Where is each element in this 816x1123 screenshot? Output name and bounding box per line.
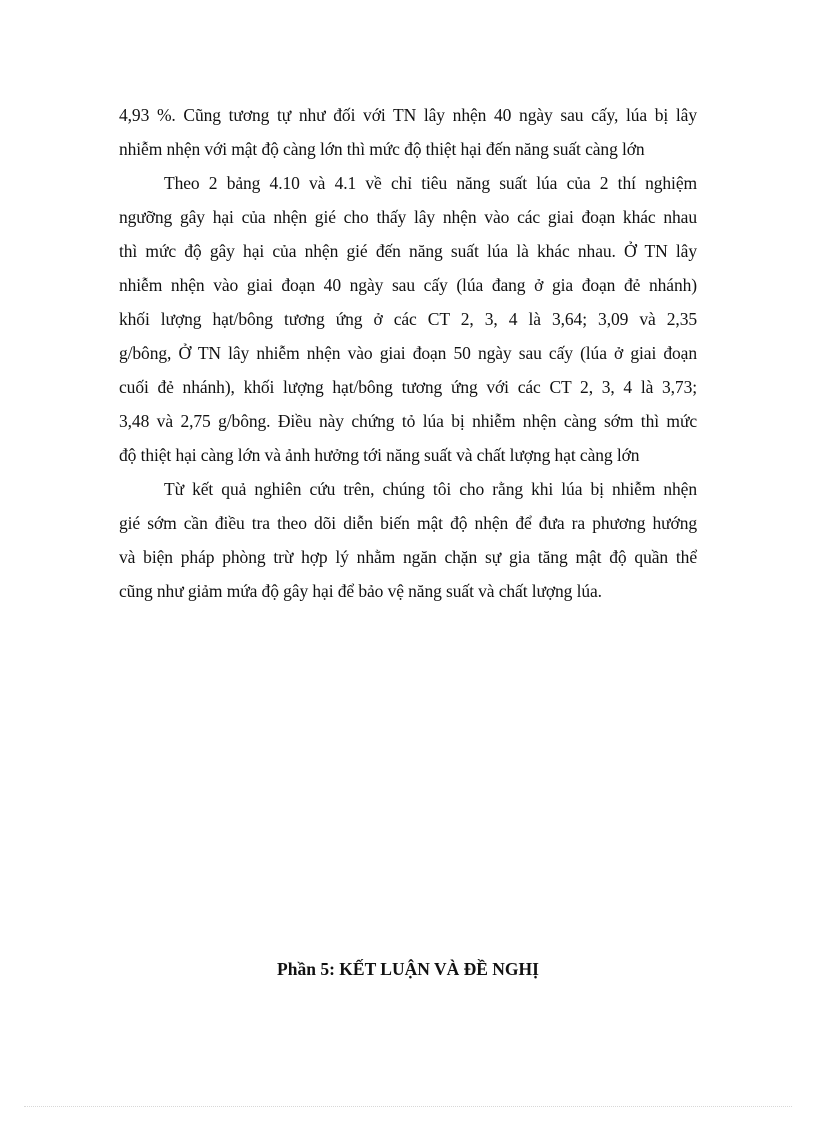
page-bottom-divider (24, 1106, 792, 1107)
paragraph-3-line-2: gié sớm cần điều tra theo dõi diễn biến mật độ nhện để đưa ra phương hướng (119, 513, 697, 533)
paragraph-2-line-7: cuối đẻ nhánh), khối lượng hạt/bông tương ứng với các CT 2, 3, 4 là 3,73; (119, 377, 697, 397)
paragraph-2-line-2: ngưỡng gây hại của nhện gié cho thấy lây nhện vào các giai đoạn khác nhau (119, 207, 697, 227)
section-heading: Phần 5: KẾT LUẬN VÀ ĐỀ NGHỊ (277, 959, 539, 979)
paragraph-2-line-9: độ thiệt hại càng lớn và ảnh hưởng tới năng suất và chất lượng hạt càng lớn (119, 445, 640, 465)
paragraph-1-line-1: 4,93 %. Cũng tương tự như đối với TN lây nhện 40 ngày sau cấy, lúa bị lây (119, 105, 697, 125)
paragraph-2-line-1: Theo 2 bảng 4.10 và 4.1 về chỉ tiêu năng suất lúa của 2 thí nghiệm (164, 173, 697, 193)
paragraph-2-line-4: nhiễm nhện vào giai đoạn 40 ngày sau cấy (lúa đang ở gia đoạn đẻ nhánh) (119, 275, 697, 295)
paragraph-3-line-3: và biện pháp phòng trừ hợp lý nhằm ngăn chặn sự gia tăng mật độ quần thể (119, 547, 697, 567)
paragraph-3-line-1: Từ kết quả nghiên cứu trên, chúng tôi cho rằng khi lúa bị nhiễm nhện (164, 479, 697, 499)
paragraph-1-line-2: nhiễm nhện với mật độ càng lớn thì mức độ thiệt hại đến năng suất càng lớn (119, 139, 645, 159)
paragraph-3-line-4: cũng như giảm mứa độ gây hại để bảo vệ năng suất và chất lượng lúa. (119, 581, 602, 601)
paragraph-2-line-8: 3,48 và 2,75 g/bông. Điều này chứng tỏ lúa bị nhiễm nhện càng sớm thì mức (119, 411, 697, 431)
paragraph-2-line-5: khối lượng hạt/bông tương ứng ở các CT 2, 3, 4 là 3,64; 3,09 và 2,35 (119, 309, 697, 329)
paragraph-2-line-6: g/bông, Ở TN lây nhiễm nhện vào giai đoạn 50 ngày sau cấy (lúa ở giai đoạn (119, 343, 697, 363)
paragraph-2-line-3: thì mức độ gây hại của nhện gié đến năng suất lúa là khác nhau. Ở TN lây (119, 241, 697, 261)
